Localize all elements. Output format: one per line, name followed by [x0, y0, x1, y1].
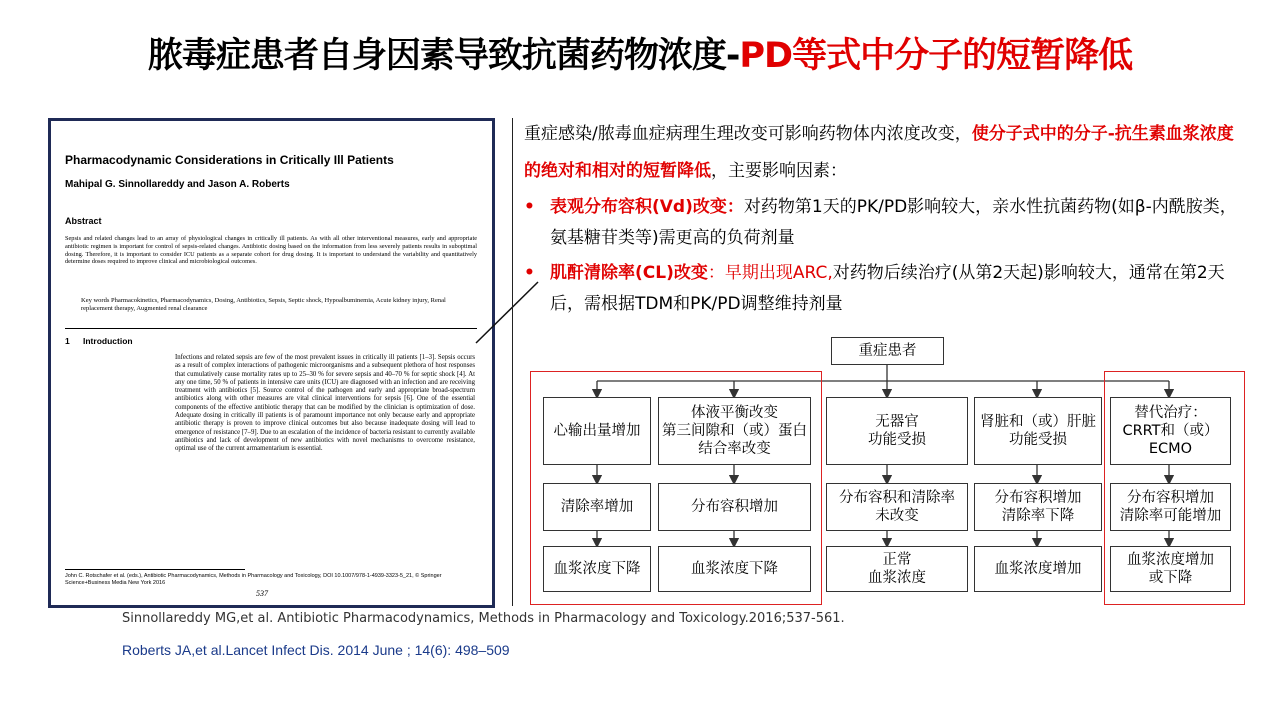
paper-intro-label: Introduction — [83, 336, 133, 346]
bullet-vd-text: 对药物第1天的PK/PD影响较大，亲水性抗菌药物(如β-内酰胺类，氨基糖苷类等)需更高的负荷剂量 — [550, 197, 1237, 248]
paper-abstract: Sepsis and related changes lead to an array of physiological changes in critically ill patients. As with all other interventional measures, early and appropriate antibiotic regimen is important for control of sepsis-related changes. Antibiotic dosing based on the information from less severely patients results in suboptimal dosing. Therefore, it is important to consider ICU patients as a separate cohort for drug dosing. It is important to understand the variability and quantitatively determine doses required to improve clinical and microbiological outcomes. — [65, 235, 477, 266]
paper-intro-number: 1 — [65, 336, 70, 346]
intro-normal-text: 重症感染/脓毒血症病理生理改变可影响药物体内浓度改变， — [524, 124, 972, 144]
flowchart-root: 重症患者 — [831, 337, 944, 365]
flow-node-plasma-decrease-2: 血浆浓度下降 — [658, 546, 811, 592]
paper-authors: Mahipal G. Sinnollareddy and Jason A. Roberts — [65, 179, 290, 190]
reference-2: Roberts JA,et al.Lancet Infect Dis. 2014 June ; 14(6): 498–509 — [122, 642, 510, 658]
paper-abstract-heading: Abstract — [65, 216, 102, 226]
intro-tail-text: ，主要影响因素： — [711, 161, 847, 181]
intro-red-text: 使分子式中的分子-抗生素血浆浓度的绝对和相对的短暂降低 — [524, 124, 1234, 181]
flow-node-replacement-therapy: 替代治疗： CRRT和（或）ECMO — [1110, 397, 1231, 465]
flow-node-clearance-increase: 清除率增加 — [543, 483, 651, 531]
flow-node-fluid-balance: 体液平衡改变 第三间隙和（或）蛋白 结合率改变 — [658, 397, 811, 465]
bullet-cl-text: 对药物后续治疗(从第2天起)影响较大，通常在第2天后，需根据TDM和PK/PD调整维持剂量 — [550, 263, 1225, 314]
vertical-divider — [512, 118, 513, 606]
flow-node-plasma-normal: 正常 血浆浓度 — [826, 546, 968, 592]
paper-page-number: 537 — [256, 589, 268, 598]
bullet-vd — [524, 192, 1244, 254]
paper-keywords: Key words Pharmacokinetics, Pharmacodynamics, Dosing, Antibiotics, Sepsis, Septic shock, Hypoalbuminemia, Acute kidney injury, Renal replacement therapy, Augmented renal clearance — [81, 297, 446, 312]
reference-1: Sinnollareddy MG,et al. Antibiotic Pharmacodynamics, Methods in Pharmacology and Toxicology.2016;537-561. — [122, 611, 845, 626]
bullet-dot: • — [524, 263, 535, 283]
flow-node-vd-increase: 分布容积增加 — [658, 483, 811, 531]
flow-node-renal-hepatic-damage: 肾脏和（或）肝脏 功能受损 — [974, 397, 1102, 465]
title-red-part: PD等式中分子的短暂降低 — [739, 36, 1133, 76]
bullet-vd-label: 表观分布容积(Vd)改变： — [550, 197, 744, 217]
flow-node-cardiac-output: 心输出量增加 — [543, 397, 651, 465]
flow-node-vd-up-cl-maybe-up: 分布容积增加 清除率可能增加 — [1110, 483, 1231, 531]
flow-node-no-organ-damage: 无器官 功能受损 — [826, 397, 968, 465]
title-black-part: 脓毒症患者自身因素导致抗菌药物浓度- — [147, 36, 740, 76]
flow-node-vd-up-cl-down: 分布容积增加 清除率下降 — [974, 483, 1102, 531]
intro-paragraph — [524, 116, 1244, 190]
flow-node-vd-cl-unchanged: 分布容积和清除率 未改变 — [826, 483, 968, 531]
paper-footer: John C. Rotschafer et al. (eds.), Antibiotic Pharmacodynamics, Methods in Pharmacology and Toxicology, DOI 10.1007/978-1-4939-3323-5_21, © Springer Science+Business Media New York 2016 — [65, 573, 442, 586]
flow-node-plasma-increase: 血浆浓度增加 — [974, 546, 1102, 592]
flow-node-plasma-increase-or-decrease: 血浆浓度增加 或下降 — [1110, 546, 1231, 592]
flow-node-plasma-decrease-1: 血浆浓度下降 — [543, 546, 651, 592]
bullet-cl — [524, 258, 1244, 320]
bullet-cl-label: 肌酐清除率(CL)改变 — [550, 263, 708, 283]
bullet-dot: • — [524, 197, 535, 217]
paper-body: Infections and related sepsis are few of the most prevalent issues in critically ill patients [1–3]. Sepsis occurs as a result of complex interactions of pathogenic microorganisms and a subsequent plethora of host responses that cumulatively cause mortality rates up to 25–30 % for severe sepsis and 40–70 % for septic shock [4]. At any one time, 50 % of patients in intensive care units (ICU) are diagnosed with an infection and are receiving treatment with antibiotics [5]. Source control of the pathogen and early and appropriate broad-spectrum antibiotics along with other measures are vital clinical interventions for sepsis [6]. One of the essential components of the effective antibiotic therapy that can be modified by the clinician is optimization of dose. Adequate dosing in critically ill patients is of paramount importance not only because early and appropriate antibiotic therapy is proven to improve clinical outcomes but also because inadequate dosing will lead to emergence of resistance [7–9]. Due to an escalation of the incidence of bacteria resistant to currently available antibiotics and lack of development of new antibiotics with novel mechanisms to overcome resistance, optimal use of the current armamentarium is essential. — [175, 354, 475, 453]
paper-title: Pharmacodynamic Considerations in Critically Ill Patients — [65, 153, 394, 167]
bullet-cl-arc: ：早期出现ARC, — [707, 263, 833, 283]
